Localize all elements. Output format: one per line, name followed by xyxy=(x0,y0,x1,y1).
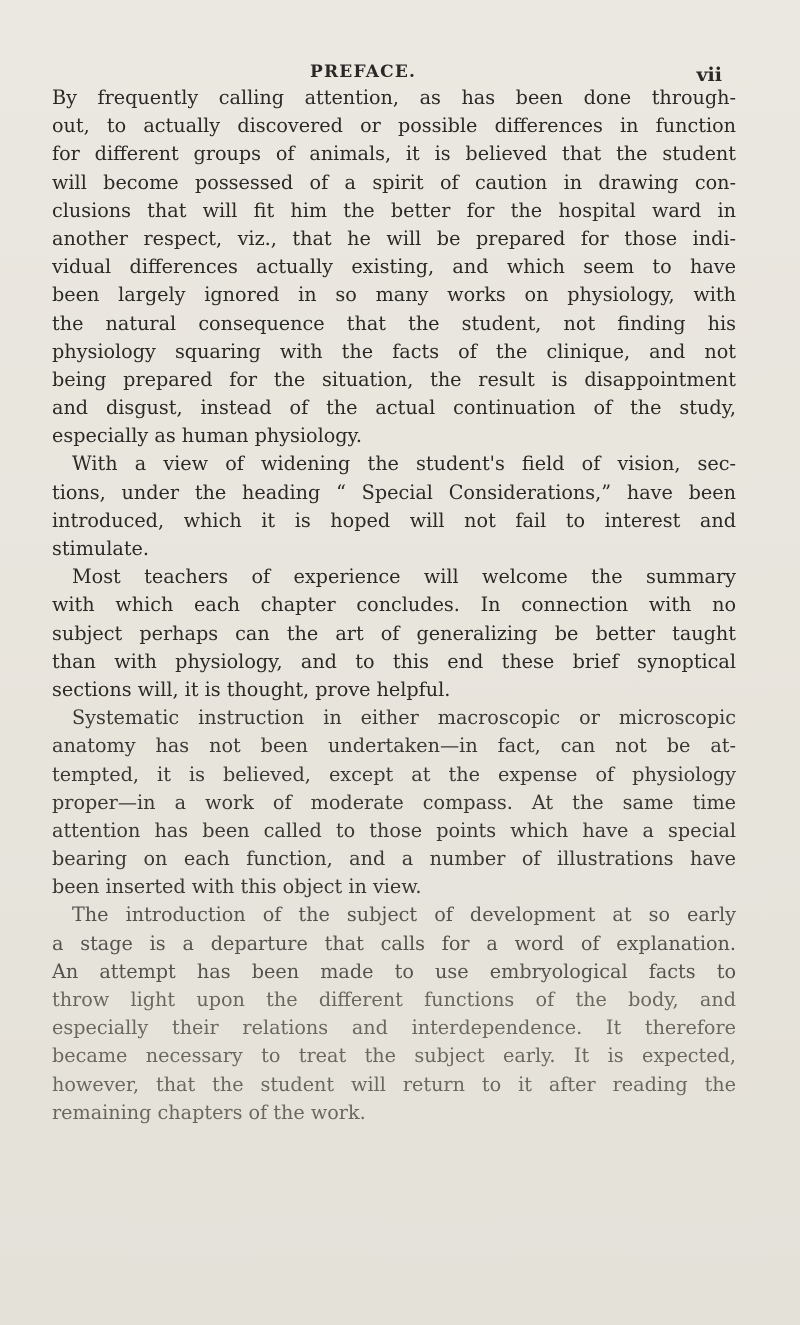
text-line: however, that the student will return to it after reading the xyxy=(52,1072,736,1096)
text-line: clusions that will fit him the better for the hospital ward in xyxy=(52,198,736,222)
text-line: anatomy has not been undertaken—in fact, can not be at- xyxy=(52,734,736,758)
text-line: remaining chapters of the work. xyxy=(52,1100,366,1124)
text-line: for different groups of animals, it is believed that the student xyxy=(52,142,736,166)
text-line: attention has been called to those points which have a special xyxy=(52,818,736,842)
text-line: another respect, viz., that he will be prepared for those indi- xyxy=(52,226,736,250)
text-line: tempted, it is believed, except at the expense of physiology xyxy=(52,762,736,786)
text-line: became necessary to treat the subject early. It is expected, xyxy=(52,1044,736,1068)
text-line: subject perhaps can the art of generalizing be better taught xyxy=(52,621,736,645)
text-line: especially as human physiology. xyxy=(52,424,362,448)
text-line: than with physiology, and to this end these brief synoptical xyxy=(52,649,736,673)
text-line: Most teachers of experience will welcome the summary xyxy=(72,565,736,589)
text-line: and disgust, instead of the actual continuation of the study, xyxy=(52,396,736,420)
text-line: especially their relations and interdependence. It therefore xyxy=(52,1016,736,1040)
text-line: vidual differences actually existing, and which seem to have xyxy=(52,255,736,279)
text-line: physiology squaring with the facts of the clinique, and not xyxy=(52,339,736,363)
text-line: the natural consequence that the student, not finding his xyxy=(52,311,736,335)
body-text xyxy=(52,84,736,1127)
text-line: introduced, which it is hoped will not fail to interest and xyxy=(52,508,736,532)
text-line: sections will, it is thought, prove helpful. xyxy=(52,677,451,701)
text-line: been inserted with this object in view. xyxy=(52,875,422,899)
text-line: been largely ignored in so many works on physiology, with xyxy=(52,283,736,307)
text-line: An attempt has been made to use embryological facts to xyxy=(52,959,736,983)
text-line: proper—in a work of moderate compass. At the same time xyxy=(52,790,736,814)
text-line: tions, under the heading “ Special Considerations,” have been xyxy=(52,480,736,504)
text-line: a stage is a departure that calls for a word of explanation. xyxy=(52,931,736,955)
text-line: with which each chapter concludes. In connection with no xyxy=(52,593,736,617)
text-line: Systematic instruction in either macroscopic or microscopic xyxy=(72,706,736,730)
text-line: will become possessed of a spirit of caution in drawing con- xyxy=(52,170,736,194)
text-line: With a view of widening the student's field of vision, sec- xyxy=(72,452,736,476)
text-line: The introduction of the subject of development at so early xyxy=(72,903,736,927)
text-line: stimulate. xyxy=(52,537,149,560)
text-line: throw light upon the different functions of the body, and xyxy=(52,988,736,1011)
text-line: out, to actually discovered or possible differences in function xyxy=(52,114,736,138)
text-line: bearing on each function, and a number of illustrations have xyxy=(52,847,736,871)
text-line: By frequently calling attention, as has been done through- xyxy=(52,86,736,109)
running-head-title: PREFACE. xyxy=(310,62,417,82)
text-line: being prepared for the situation, the result is disappointment xyxy=(52,367,736,391)
page-number: vii xyxy=(696,64,722,86)
